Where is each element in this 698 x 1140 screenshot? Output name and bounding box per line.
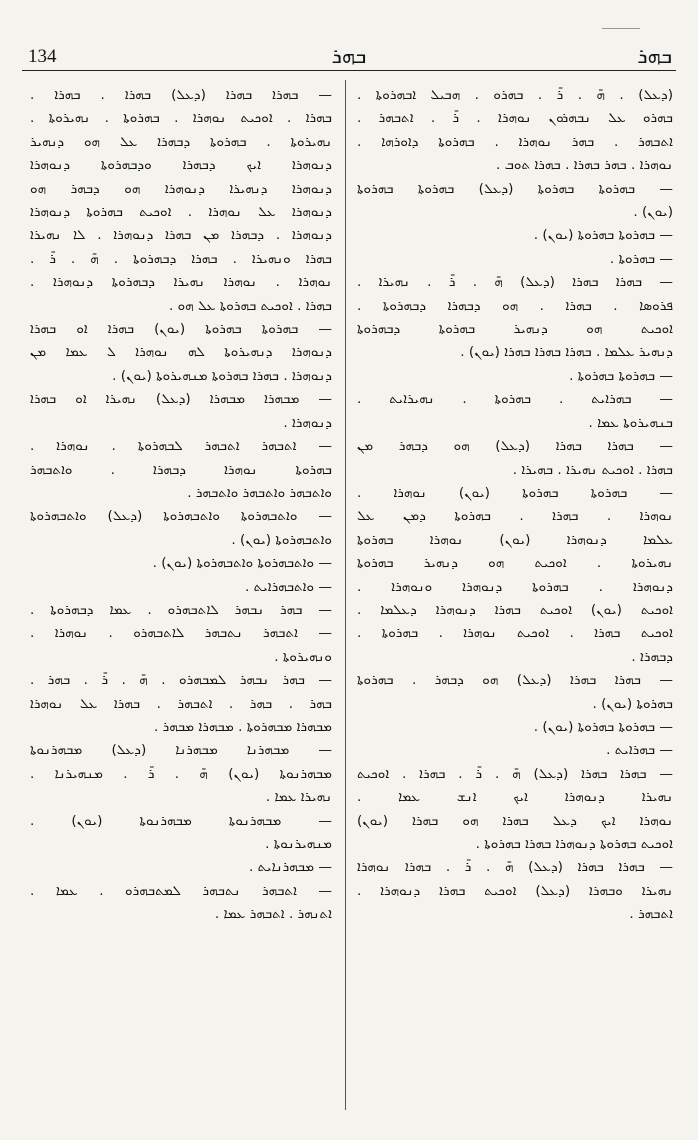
dictionary-entry bbox=[357, 248, 673, 271]
dictionary-entry bbox=[357, 763, 673, 857]
dictionary-entry bbox=[357, 482, 673, 669]
entry-line: ܘܐܬܒܗܪ ܘܐܬܒܗܪ ܘܐܬܒܗܪ . bbox=[187, 484, 332, 501]
entry-line: — ܒܗܪܘܬܐ ܒܗܪܘܬܐ (ܝܘܢ) ܒܗܪܐ ܐܘ ܒܗܪܐ bbox=[30, 321, 332, 338]
left-column bbox=[30, 84, 332, 927]
entry-line: ܢܘܗܪܐ ܐܝܟ ܕܥܠ ܒܗܪܐ ܗܘ ܒܗܪܐ (ܝܘܢ) bbox=[357, 812, 673, 829]
entry-line: — ܐܬܒܗܪ ܐܬܒܗܪ ܠܒܗܪܘܬܐ . ܢܘܗܪܐ . bbox=[30, 438, 332, 455]
entry-line: ܢܘܗܪܐ . ܢܘܗܪܐ ܢܗܝܪܐ ܕܒܗܪܘܬܐ ܕܢܘܗܪܐ . bbox=[30, 274, 332, 291]
dictionary-entry bbox=[30, 435, 332, 505]
dictionary-entry bbox=[30, 599, 332, 669]
entry-line: (ܝܘܢ) . bbox=[633, 204, 673, 221]
entry-line: — ܒܗܪܐ ܒܗܪܐ (ܕܥܠ) ܗ̄ . ܪ̄ . ܢܗܝܪܐ . bbox=[357, 274, 673, 291]
entry-line: ܐܘܟܝܬ ܗܘ ܕܢܗܝܪ ܒܗܪܘܬܐ ܕܒܗܪܘܬܐ bbox=[357, 321, 673, 338]
running-head-right: ܒܗܪ bbox=[637, 44, 672, 68]
dictionary-entry bbox=[357, 388, 673, 435]
entry-line: — ܘܐܬܒܗܪܐܝܬ . bbox=[245, 578, 332, 595]
dictionary-entry bbox=[30, 810, 332, 857]
entry-line: ܕܢܘܗܪܐ ܕܢܗܝܪܐ ܕܢܘܗܪܐ ܗܘ ܕܒܗܪ ܗܘ bbox=[30, 180, 332, 197]
entry-line: — ܡܒܗܪܢܘܬܐ ܡܒܗܪܢܘܬܐ (ܝܘܢ) . bbox=[30, 812, 332, 829]
entry-line: — ܘܐܬܒܗܪܘܬܐ ܘܐܬܒܗܪܘܬܐ (ܝܘܢ) . bbox=[152, 555, 332, 572]
entry-line: ܕܢܘܗܪܐ . bbox=[283, 414, 332, 431]
entry-line: — ܡܒܗܪܢܐ ܡܒܗܪܢܐ (ܕܥܠ) ܡܒܗܪܢܘܬܐ bbox=[30, 742, 332, 759]
entry-line: ܢܘܗܪܐ . ܒܗܪ ܒܗܪܐ . ܒܗܪܐ ܬܘܒ . bbox=[496, 157, 673, 174]
entry-line: — ܒܗܪܘܬܐ ܒܗܪܘܬܐ (ܝܘܢ) . bbox=[533, 718, 673, 735]
entry-line: ܒܗܪ . ܒܗܪ . ܐܬܒܗܪ . ܒܗܪܐ ܥܠ ܢܘܗܪܐ bbox=[30, 695, 332, 712]
running-title: ܒܗܪ bbox=[331, 44, 367, 68]
entry-line: ܢܗܝܪܐ ܥܡܐ . bbox=[265, 789, 332, 806]
dictionary-entry bbox=[357, 178, 673, 225]
dictionary-entry bbox=[30, 84, 332, 318]
dictionary-entry bbox=[357, 739, 673, 762]
entry-line: — ܒܗܪܐ ܒܗܪܐ (ܕܥܠ) ܗܘ ܕܒܗܪ ܡܢ bbox=[357, 438, 673, 455]
column-divider bbox=[345, 80, 346, 1110]
entry-line: ܒܗܪܐ . ܐܘܟܝܬ ܢܗܝܪܐ . ܒܗܝܪܐ . bbox=[512, 461, 673, 478]
entry-line: (ܕܥܠ) . ܗ̄ . ܪ̄ . ܒܗܪܘ . ܗܒܝܠ ܐܒܗܪܘܬܐ . bbox=[357, 87, 673, 103]
entry-line: ܐܬܒܗܪ . ܒܗܪ ܢܘܗܪܐ . ܒܗܪܘܬܐ ܕܐܘܪܗܐ . bbox=[357, 133, 673, 150]
entry-line: — ܒܗܪ ܢܒܗܪ ܠܐܬܒܗܪܘ . ܥܡܐ ܕܒܗܪܘܬܐ . bbox=[30, 601, 332, 618]
dictionary-entry bbox=[357, 856, 673, 926]
entry-line: ܢܗܝܪܘܬܐ . ܒܗܪܘܬܐ ܕܒܗܪܐ ܥܠ ܗܘ ܕܢܗܝܪ bbox=[30, 133, 332, 150]
entry-line: ܦܪܘܣܐ . ܒܗܪܐ . ܗܘ ܕܒܗܪܐ ܕܒܗܪܘܬܐ . bbox=[357, 297, 673, 314]
dictionary-entry bbox=[357, 271, 673, 365]
entry-line: — ܒܗܪܘܬܐ ܒܗܪܘܬܐ (ܕܥܠ) ܒܗܪܘܬܐ ܒܗܪܘܬܐ bbox=[357, 180, 673, 197]
entry-line: — ܒܗܪܐ ܒܗܪܐ (ܕܥܠ) ܗܘ ܕܒܗܪ . ܒܗܪܘܬܐ bbox=[357, 672, 673, 689]
entry-line: — ܐܬܒܗܪ ܢܬܒܗܪ ܠܡܬܒܗܪܘ . ܥܡܐ . bbox=[30, 882, 332, 899]
entry-line: ܡܒܗܪܐ ܡܒܗܪܘܬܐ . ܡܒܗܪܐ ܡܒܗܪ . bbox=[153, 718, 332, 735]
entry-line: ܒܗܪܘܬܐ (ܝܘܢ) . bbox=[592, 695, 673, 712]
entry-line: — ܒܗܪܘܬܐ . bbox=[609, 250, 673, 267]
dictionary-entry bbox=[30, 576, 332, 599]
entry-line: ܕܢܘܗܪܐ ܕܢܗܝܪܘܬܐ ܠܗ ܢܘܗܪܐ ܠ ܥܡܐ ܡܢ bbox=[30, 344, 332, 361]
dictionary-entry bbox=[30, 388, 332, 435]
entry-line: — ܡܒܗܪܢܐܝܬ . bbox=[248, 859, 332, 876]
dictionary-entry bbox=[30, 318, 332, 388]
dictionary-entry bbox=[357, 224, 673, 247]
entry-line: — ܒܗܪܐ ܒܗܪܐ (ܕܥܠ) ܗ̄ . ܪ̄ . ܒܗܪܐ ܢܘܗܪܐ bbox=[357, 859, 673, 876]
dictionary-entry bbox=[30, 856, 332, 879]
entry-line: ܒܗܪܘܬܐ ܢܘܗܪܐ ܕܒܗܪܐ . ܘܐܬܒܗܪ bbox=[30, 461, 332, 478]
page-header bbox=[22, 38, 676, 72]
entry-line: — ܐܬܒܗܪ ܢܬܒܗܪ ܠܐܬܒܗܪܘ . ܢܘܗܪܐ . bbox=[30, 625, 332, 642]
entry-line: — ܒܗܪܐܝܬ . ܒܗܪܘܬܐ . ܢܗܝܪܐܝܬ . bbox=[357, 391, 673, 408]
entry-line: ܒܗܪܘ ܥܠ ܢܒܗܪܘܢ ܢܘܗܪܐ . ܪ̄ . ܐܬܒܗܪ . bbox=[357, 110, 673, 127]
entry-line: ܐܬܢܗܪ . ܐܬܒܗܪ ܥܡܐ . bbox=[214, 906, 332, 923]
dictionary-entry bbox=[357, 365, 673, 388]
entry-line: — ܒܗܪܘܬܐ ܒܗܪܘܬܐ (ܝܘܢ) ܢܘܗܪܐ . bbox=[357, 484, 673, 501]
dictionary-entry bbox=[357, 716, 673, 739]
dictionary-entry bbox=[357, 669, 673, 716]
entry-line: — ܘܐܬܒܗܪܘܬܐ ܘܐܬܒܗܪܘܬܐ (ܕܥܠ) ܘܐܬܒܗܪܘܬܐ bbox=[30, 508, 332, 525]
entry-line: ܢܘܗܪܐ . ܒܗܪܐ . ܒܗܪܘܬܐ ܕܡܢ ܥܠ bbox=[357, 508, 673, 525]
entry-line: ܢܗܝܪܐ ܕܢܘܗܪܐ ܐܝܟ ܐܢܫ ܥܡܐ . bbox=[357, 789, 673, 806]
entry-line: ܡܢܗܝܪܢܘܬܐ . bbox=[265, 836, 332, 852]
entry-line: — ܒܗܪܐܝܬ . bbox=[606, 742, 673, 759]
entry-line: ܕܢܘܗܪܐ ܐܝܟ ܕܒܗܪܐ ܘܕܒܗܪܘܬܐ ܕܢܘܗܪܐ bbox=[30, 157, 332, 174]
dictionary-entry bbox=[30, 880, 332, 927]
entry-line: ܘܐܬܒܗܪܘܬܐ (ܝܘܢ) . bbox=[231, 531, 332, 548]
entry-line: ܐܘܟܝܬ ܒܗܪܘܬܐ ܕܢܘܗܪܐ ܒܗܪܐ ܒܗܪܘܬܐ . bbox=[475, 836, 673, 852]
entry-line: ܕܢܘܗܪܐ ܥܠ ܢܘܗܪܐ . ܐܘܟܝܬ ܒܗܪܘܬܐ ܕܢܘܗܪܐ bbox=[30, 204, 332, 221]
entry-line: ܕܒܗܪܐ . bbox=[631, 648, 673, 665]
entry-line: — ܒܗܪܘܬܐ ܒܗܪܘܬܐ . bbox=[569, 367, 673, 384]
entry-line: ܢܗܝܪܐ ܘܒܗܪܐ (ܕܥܠ) ܐܘܟܝܬ ܒܗܪܐ ܕܢܘܗܪܐ . bbox=[357, 882, 673, 899]
right-column bbox=[357, 84, 673, 927]
entry-line: ܒܗܪܐ . ܐܘܟܝܬ ܢܘܗܪܐ . ܒܗܪܘܬܐ . ܢܗܝܪܘܬܐ . bbox=[30, 110, 332, 127]
dictionary-entry bbox=[30, 739, 332, 809]
entry-line: ܒܗܪܐ ܘܢܗܝܪܐ . ܒܗܪܐ ܕܒܗܪܘܬܐ . ܗ̄ . ܪ̄ . bbox=[30, 250, 332, 267]
entry-line: ܕܢܗܝܪ ܥܠܡܐ . ܒܗܪܐ ܒܗܪܐ ܒܗܪܐ (ܝܘܢ) . bbox=[460, 344, 673, 361]
dictionary-entry bbox=[357, 435, 673, 482]
dictionary-entry bbox=[30, 552, 332, 575]
entry-line: — ܒܗܪ ܢܒܗܪ ܠܡܒܗܪܘ . ܗ̄ . ܪ̄ . ܒܗܪ . bbox=[30, 672, 332, 689]
entry-line: — ܒܗܪܘܬܐ ܒܗܪܘܬܐ (ܝܘܢ) . bbox=[533, 227, 673, 244]
entry-line: ܢܗܝܪܘܬܐ . ܐܘܟܝܬ ܗܘ ܕܢܗܝܪ ܒܗܪܘܬܐ bbox=[357, 555, 673, 572]
dictionary-entry bbox=[357, 84, 673, 178]
header-rule bbox=[22, 70, 676, 71]
entry-line: ܕܢܘܗܪܐ . ܒܗܪܐ ܒܗܪܘܬܐ ܡܢܗܝܪܘܬܐ (ܝܘܢ) . bbox=[112, 367, 332, 384]
entry-line: — ܒܗܪܐ ܒܗܪܐ (ܕܥܠ) ܒܗܪܐ . ܒܗܪܐ . bbox=[30, 87, 332, 103]
entry-line: ܡܒܗܪܢܘܬܐ (ܝܘܢ) ܗ̄ . ܪ̄ . ܡܢܗܝܪܢܐ . bbox=[30, 765, 332, 782]
entry-line: — ܒܗܪܐ ܒܗܪܐ (ܕܥܠ) ܗ̄ . ܪ̄ . ܒܗܪܐ . ܐܘܟܝܬ bbox=[357, 765, 673, 782]
entry-line: ܐܘܟܝܬ (ܝܘܢ) ܐܘܟܝܬ ܒܗܪܐ ܕܢܘܗܪܐ ܕܥܠܡܐ . bbox=[357, 601, 673, 618]
dictionary-entry bbox=[30, 669, 332, 739]
entry-line: ܐܬܒܗܪ . bbox=[629, 906, 673, 923]
entry-line: ܒܗܪܐ . ܐܘܟܝܬ ܒܗܪܘܬܐ ܥܠ ܗܘ . bbox=[168, 297, 332, 314]
dictionary-entry bbox=[30, 505, 332, 552]
entry-line: ܒܢܗܝܪܘܬܐ ܥܡܐ . bbox=[588, 414, 673, 431]
page-number: 134 bbox=[28, 46, 57, 67]
entry-line: ܕܢܘܗܪܐ . ܒܗܪܘܬܐ ܕܢܘܗܪܐ ܘܢܘܗܪܐ . bbox=[357, 578, 673, 595]
entry-line: ܘܢܗܝܪܘܬܐ . bbox=[274, 648, 332, 665]
entry-line: — ܡܒܗܪܐ ܡܒܗܪܐ (ܕܥܠ) ܢܗܝܪܐ ܐܘ ܒܗܪܐ bbox=[30, 391, 332, 408]
entry-line: ܐܘܟܝܬ ܒܗܪܐ . ܐܘܟܝܬ ܢܘܗܪܐ . ܒܗܪܘܬܐ . bbox=[357, 625, 673, 642]
entry-line: ܥܠܡܐ ܕܢܘܗܪܐ (ܝܘܢ) ܢܘܗܪܐ ܒܗܪܘܬܐ bbox=[357, 531, 673, 548]
entry-line: ܕܢܘܗܪܐ . ܕܒܗܪܐ ܡܢ ܒܗܪܐ ܕܢܘܗܪܐ . ܠܐ ܢܗܝܪܐ bbox=[30, 227, 332, 244]
